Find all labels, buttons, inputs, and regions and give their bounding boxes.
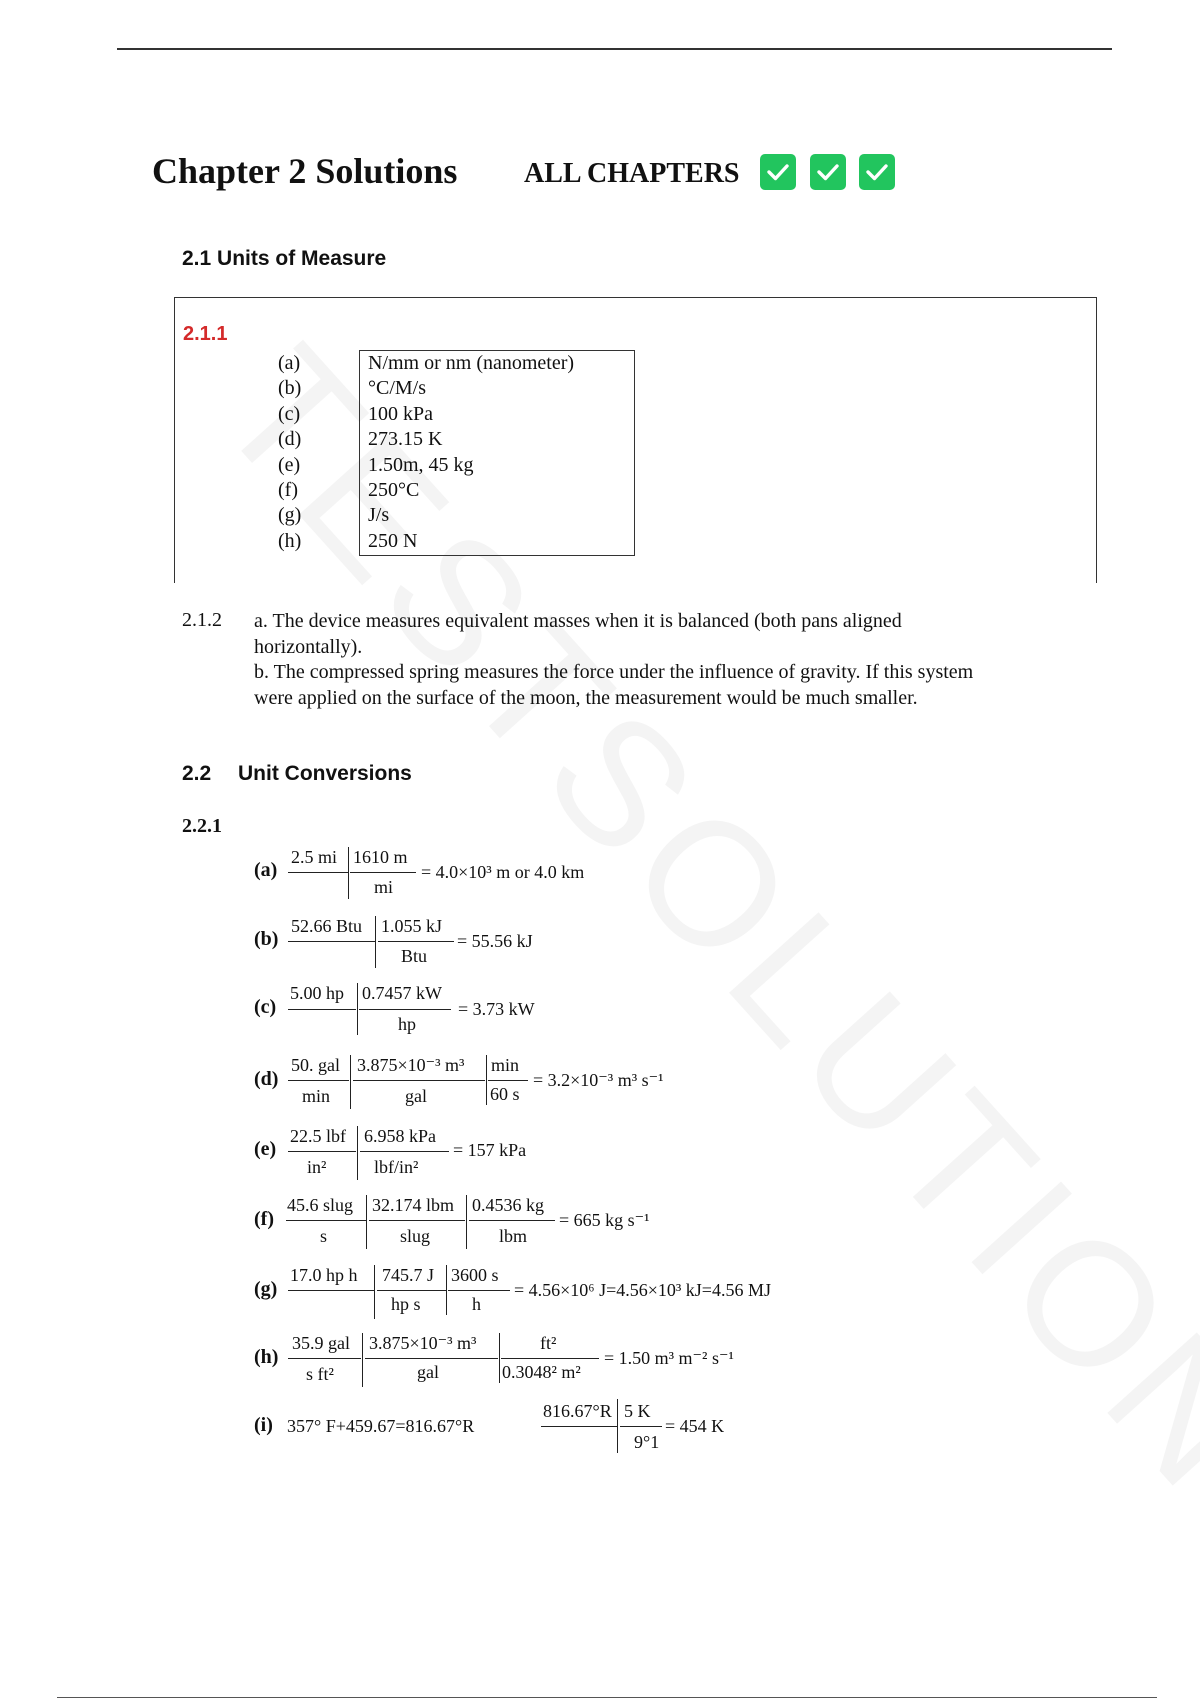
bottom-rule <box>57 1697 1157 1698</box>
fraction-denominator: mi <box>374 877 394 897</box>
fraction-bar <box>288 941 375 942</box>
equation-label: (i) <box>254 1414 273 1436</box>
fraction-numerator: 3600 s <box>451 1265 499 1285</box>
fraction-bar <box>288 872 348 873</box>
fraction-bar <box>365 1358 498 1359</box>
answer-letter: (g) <box>278 504 302 527</box>
fraction-numerator: 2.5 mi <box>291 847 338 867</box>
problem-box <box>174 297 1097 583</box>
fraction-bar <box>288 1080 349 1081</box>
fraction-numerator: 52.66 Btu <box>291 916 363 936</box>
fraction-denominator: hp s <box>391 1294 421 1314</box>
problem-number: 2.1.1 <box>183 323 228 345</box>
fraction-numerator: 32.174 lbm <box>372 1195 455 1215</box>
fraction-numerator: 745.7 J <box>382 1265 435 1285</box>
equation-prefix: 357° F+459.67=816.67°R <box>287 1416 475 1436</box>
fraction-divider <box>357 1126 358 1180</box>
fraction-numerator: 3.875×10⁻³ m³ <box>357 1055 465 1075</box>
answer-paragraph: b. The compressed spring measures the force under the influence of gravity. If this system were applied on the surface of the moon, the measurement would be much smaller. <box>254 661 974 709</box>
problem-number: 2.1.2 <box>182 609 222 631</box>
fraction-bar <box>501 1358 599 1359</box>
fraction-numerator: min <box>491 1055 520 1075</box>
fraction-numerator: 0.7457 kW <box>362 983 442 1003</box>
fraction-bar <box>369 1220 465 1221</box>
answer-letter: (e) <box>278 453 301 476</box>
fraction-bar <box>488 1080 528 1081</box>
answer-letter: (f) <box>278 479 298 502</box>
equation-label: (a) <box>254 859 278 881</box>
equation-label: (h) <box>254 1346 279 1368</box>
fraction-divider <box>374 1265 375 1319</box>
answer-value: J/s <box>368 504 390 527</box>
fraction-divider <box>499 1333 500 1383</box>
equation-label: (g) <box>254 1278 278 1300</box>
fraction-bar <box>541 1426 617 1427</box>
chapter-title: Chapter 2 Solutions <box>152 151 458 191</box>
answer-value: N/mm or nm (nanometer) <box>368 352 575 374</box>
equation-result: = 665 kg s⁻¹ <box>559 1210 650 1230</box>
fraction-divider <box>466 1195 467 1249</box>
answer-letters <box>278 351 301 554</box>
fraction-divider <box>617 1399 618 1453</box>
fraction-numerator: ft² <box>540 1333 557 1353</box>
equation-result: = 55.56 kJ <box>457 931 533 951</box>
fraction-bar <box>360 1151 449 1152</box>
equation-label: (c) <box>254 996 277 1018</box>
fraction-bar <box>288 1009 356 1010</box>
equation-label: (b) <box>254 928 279 950</box>
fraction-divider <box>362 1333 363 1387</box>
fraction-divider <box>486 1055 487 1105</box>
fraction-numerator: 1610 m <box>353 847 408 867</box>
answer-value: 100 kPa <box>368 402 433 425</box>
fraction-numerator: 5 K <box>624 1401 651 1421</box>
fraction-denominator: 60 s <box>490 1084 520 1104</box>
equation-result: = 157 kPa <box>453 1140 527 1160</box>
fraction-bar <box>448 1290 510 1291</box>
fraction-denominator: slug <box>400 1226 431 1246</box>
equation-result: = 4.0×10³ m or 4.0 km <box>421 862 585 882</box>
fraction-bar <box>288 1358 361 1359</box>
fraction-denominator: 9°1 <box>634 1432 660 1452</box>
fraction-numerator: 50. gal <box>291 1055 340 1075</box>
equation-result: = 454 K <box>665 1416 725 1436</box>
check-icon <box>859 154 895 190</box>
fraction-divider <box>446 1265 447 1315</box>
equation-result: = 3.73 kW <box>458 999 535 1019</box>
answer-value: 250 N <box>368 529 418 552</box>
answer-value: 273.15 K <box>368 428 443 451</box>
fraction-numerator: 22.5 lbf <box>290 1126 346 1146</box>
answer-value: 250°C <box>368 479 420 502</box>
fraction-denominator: lbf/in² <box>374 1157 419 1177</box>
fraction-denominator: lbm <box>499 1226 528 1246</box>
fraction-bar <box>288 1290 374 1291</box>
section-number: 2.2 <box>182 762 212 785</box>
fraction-numerator: 17.0 hp h <box>290 1265 358 1285</box>
answer-letter: (h) <box>278 529 302 552</box>
fraction-denominator: in² <box>307 1157 327 1177</box>
answer-letter: (d) <box>278 428 302 451</box>
fraction-numerator: 5.00 hp <box>290 983 344 1003</box>
fraction-denominator: Btu <box>401 946 428 966</box>
fraction-denominator: gal <box>417 1362 439 1382</box>
equation-label: (d) <box>254 1068 279 1090</box>
answer-letter: (a) <box>278 352 301 374</box>
fraction-numerator: 1.055 kJ <box>381 916 443 936</box>
equation-label: (e) <box>254 1138 277 1160</box>
fraction-divider <box>348 847 349 899</box>
fraction-numerator: 3.875×10⁻³ m³ <box>369 1333 477 1353</box>
answer-paragraph: a. The device measures equivalent masses when it is balanced (both pans aligned horizontally). <box>254 610 902 658</box>
check-icon <box>810 154 846 190</box>
fraction-numerator: 35.9 gal <box>292 1333 350 1353</box>
fraction-divider <box>350 1055 351 1109</box>
fraction-bar <box>353 1080 485 1081</box>
fraction-numerator: 0.4536 kg <box>472 1195 544 1215</box>
problem-number: 2.2.1 <box>182 815 222 837</box>
fraction-denominator: 0.3048² m² <box>502 1362 581 1382</box>
fraction-bar <box>469 1220 555 1221</box>
fraction-denominator: s ft² <box>306 1364 334 1384</box>
fraction-bar <box>377 1290 446 1291</box>
answer-letter: (b) <box>278 377 302 400</box>
section-heading: Unit Conversions <box>238 762 412 785</box>
equation-result: = 1.50 m³ m⁻² s⁻¹ <box>604 1348 734 1368</box>
top-rule <box>117 48 1112 50</box>
answer-value: 1.50m, 45 kg <box>368 453 474 476</box>
equation-result: = 4.56×10⁶ J=4.56×10³ kJ=4.56 MJ <box>514 1280 771 1300</box>
fraction-bar <box>378 941 454 942</box>
fraction-bar <box>620 1426 662 1427</box>
fraction-bar <box>359 1009 451 1010</box>
fraction-numerator: 816.67°R <box>543 1401 612 1421</box>
fraction-denominator: gal <box>405 1086 427 1106</box>
section-heading: 2.1 Units of Measure <box>182 247 387 270</box>
fraction-bar <box>350 872 416 873</box>
fraction-numerator: 45.6 slug <box>287 1195 354 1215</box>
check-icon <box>760 154 796 190</box>
problem-text <box>254 609 1014 711</box>
fraction-denominator: hp <box>398 1014 416 1034</box>
fraction-bar <box>288 1151 356 1152</box>
answer-list <box>359 350 635 556</box>
fraction-denominator: h <box>472 1294 481 1314</box>
answer-value: °C/M/s <box>368 377 427 400</box>
answer-letter: (c) <box>278 402 301 425</box>
fraction-divider <box>375 916 376 968</box>
fraction-denominator: s <box>320 1226 328 1246</box>
fraction-divider <box>357 983 358 1035</box>
fraction-divider <box>366 1195 367 1249</box>
equation-result: = 3.2×10⁻³ m³ s⁻¹ <box>533 1070 664 1090</box>
fraction-denominator: min <box>302 1086 331 1106</box>
fraction-bar <box>286 1220 366 1221</box>
equation-label: (f) <box>254 1208 274 1230</box>
all-chapters-link[interactable]: ALL CHAPTERS <box>524 158 740 189</box>
fraction-numerator: 6.958 kPa <box>364 1126 436 1146</box>
